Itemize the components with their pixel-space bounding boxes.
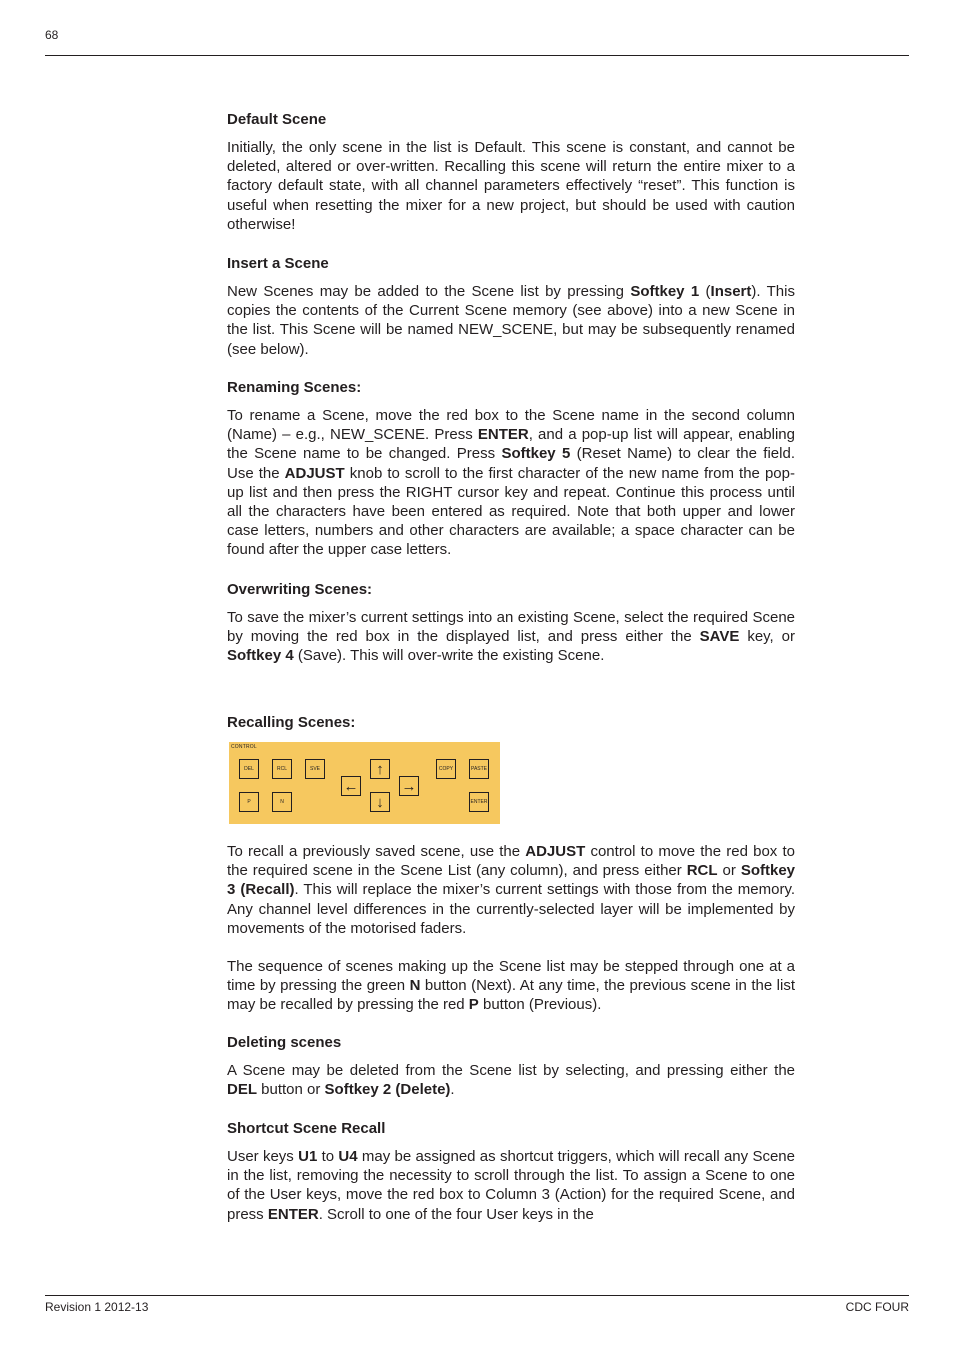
text: The sequence of scenes making up the Scene list may be stepped through one at a time by pressing the green [227,958,795,995]
text: button (Next). At any time, the previous scene in the list may be recalled by pressing the red [227,977,795,1014]
footer-revision: Revision 1 2012-13 [45,1300,149,1314]
section-renaming-scenes [227,378,795,560]
heading-overwriting-scenes: Overwriting Scenes: [227,581,373,598]
section-recalling-body [227,842,795,1015]
text: may be assigned as shortcut triggers, which will recall any Scene in the list, removing the necessity to scroll through the list. To assign a Scene to one of the User keys, move the red box to Column 3 (Action) for the required Scene, and press [227,1148,795,1223]
heading-recalling-scenes: Recalling Scenes: [227,714,356,731]
bold-text: ADJUST [284,464,345,482]
text: ( [699,283,711,300]
text: A Scene may be deleted from the Scene list by selecting, and pressing either the [227,1062,795,1079]
control-panel-illustration [229,742,500,824]
paragraph-default-scene: Initially, the only scene in the list is Default. This scene is constant, and cannot be deleted, altered or over-written. Recalling this scene will return the entire mixer to a factory default state, with all channel parameters effectively “reset”. This function is useful when resetting the mixer for a new project, but should be used with caution otherwise! [227,139,795,233]
enter-key: ENTER [469,792,489,812]
rcl-key: RCL [272,759,292,779]
bold-text: U1 [298,1148,318,1165]
heading-default-scene: Default Scene [227,111,327,128]
paragraph-recalling-1 [227,842,795,938]
bold-text: Insert [710,283,752,300]
text: ). This copies the contents of the Current Scene memory (see above) into a new Scene in the list. This Scene will be named NEW_SCENE, but may be subsequently renamed (see below). [227,283,795,358]
del-key: DEL [239,759,259,779]
paragraph-deleting-scenes [227,1061,795,1099]
text: button (Previous). [478,996,602,1014]
text: key, or [739,628,795,646]
text: . This will replace the mixer’s current settings with those from the memory. Any channel level differences in the currently-selected layer will be implemented by movements of the motorised faders. [227,881,795,937]
text: To rename a Scene, move the red box to the Scene name in the second column (Name) – e.g., NEW_SCENE. Press [227,407,795,444]
text: To save the mixer’s current settings into an existing Scene, select the required Scene by moving the red box in the displayed list, and press either the [227,609,795,646]
copy-key: COPY [436,759,456,779]
heading-deleting-scenes: Deleting scenes [227,1034,342,1051]
down-arrow-icon: ↓ [370,792,390,812]
footer-rule [45,1295,909,1296]
section-overwriting-scenes [227,580,795,666]
bold-text: SAVE [699,628,740,646]
bold-text: DEL [227,1081,257,1099]
bold-text: Softkey 1 [630,283,700,300]
bold-text: ENTER [267,1205,319,1223]
page-number: 68 [45,28,59,42]
save-key: SVE [305,759,325,779]
text: knob to scroll to the first character of the new name from the pop-up list and then press the RIGHT cursor key and repeat. Continue this process until all the characters have been entered as required. Note that both upper and lower case letters, numbers and other characters are available; a space character can be found after the upper case letters. [227,464,795,559]
paste-key: PASTE [469,759,489,779]
right-arrow-icon: → [399,776,419,796]
bold-text: N [409,977,421,995]
text: , and a pop-up list will appear, enabling the Scene name to be changed. Press [227,426,795,463]
bold-text: Softkey 4 [227,647,294,665]
bold-text: RCL [686,862,718,880]
bold-text: Softkey 3 (Recall) [227,862,795,899]
bold-text: U4 [338,1148,358,1165]
text: User keys [227,1148,299,1165]
paragraph-shortcut-scene-recall [227,1147,795,1224]
up-arrow-icon: ↑ [370,759,390,779]
section-deleting-scenes [227,1033,795,1099]
text: button or [257,1081,325,1099]
paragraph-insert-scene [227,282,795,359]
bold-text: ADJUST [525,843,586,860]
paragraph-renaming-scenes [227,406,795,560]
text: control to move the red box to the required scene in the Scene List (any column), and press either [227,843,795,880]
left-arrow-icon: ← [341,776,361,796]
section-recalling-heading [227,713,795,732]
text: . Scroll to one of the four User keys in the [318,1205,594,1223]
text: or [717,862,741,880]
section-shortcut-scene-recall [227,1119,795,1224]
bold-text: Softkey 2 (Delete) [324,1081,451,1099]
n-key: N [272,792,292,812]
bold-text: ENTER [477,426,529,444]
control-panel-label: CONTROL [231,744,257,750]
paragraph-recalling-2 [227,957,795,1015]
p-key: P [239,792,259,812]
text: to [317,1148,339,1165]
footer-product: CDC FOUR [845,1300,909,1314]
heading-insert-scene: Insert a Scene [227,255,329,272]
section-default-scene [227,110,795,234]
heading-renaming-scenes: Renaming Scenes: [227,379,362,396]
bold-text: P [468,996,479,1014]
heading-shortcut-scene-recall: Shortcut Scene Recall [227,1120,386,1137]
text: To recall a previously saved scene, use the [227,843,526,860]
section-insert-scene [227,254,795,359]
header-rule [45,55,909,56]
text: New Scenes may be added to the Scene list by pressing [227,283,631,300]
text: (Reset Name) to clear the field. Use the [227,445,795,482]
text: . [450,1081,455,1099]
paragraph-overwriting-scenes [227,608,795,666]
text: (Save). This will over-write the existing Scene. [293,647,605,665]
bold-text: Softkey 5 [501,445,571,463]
